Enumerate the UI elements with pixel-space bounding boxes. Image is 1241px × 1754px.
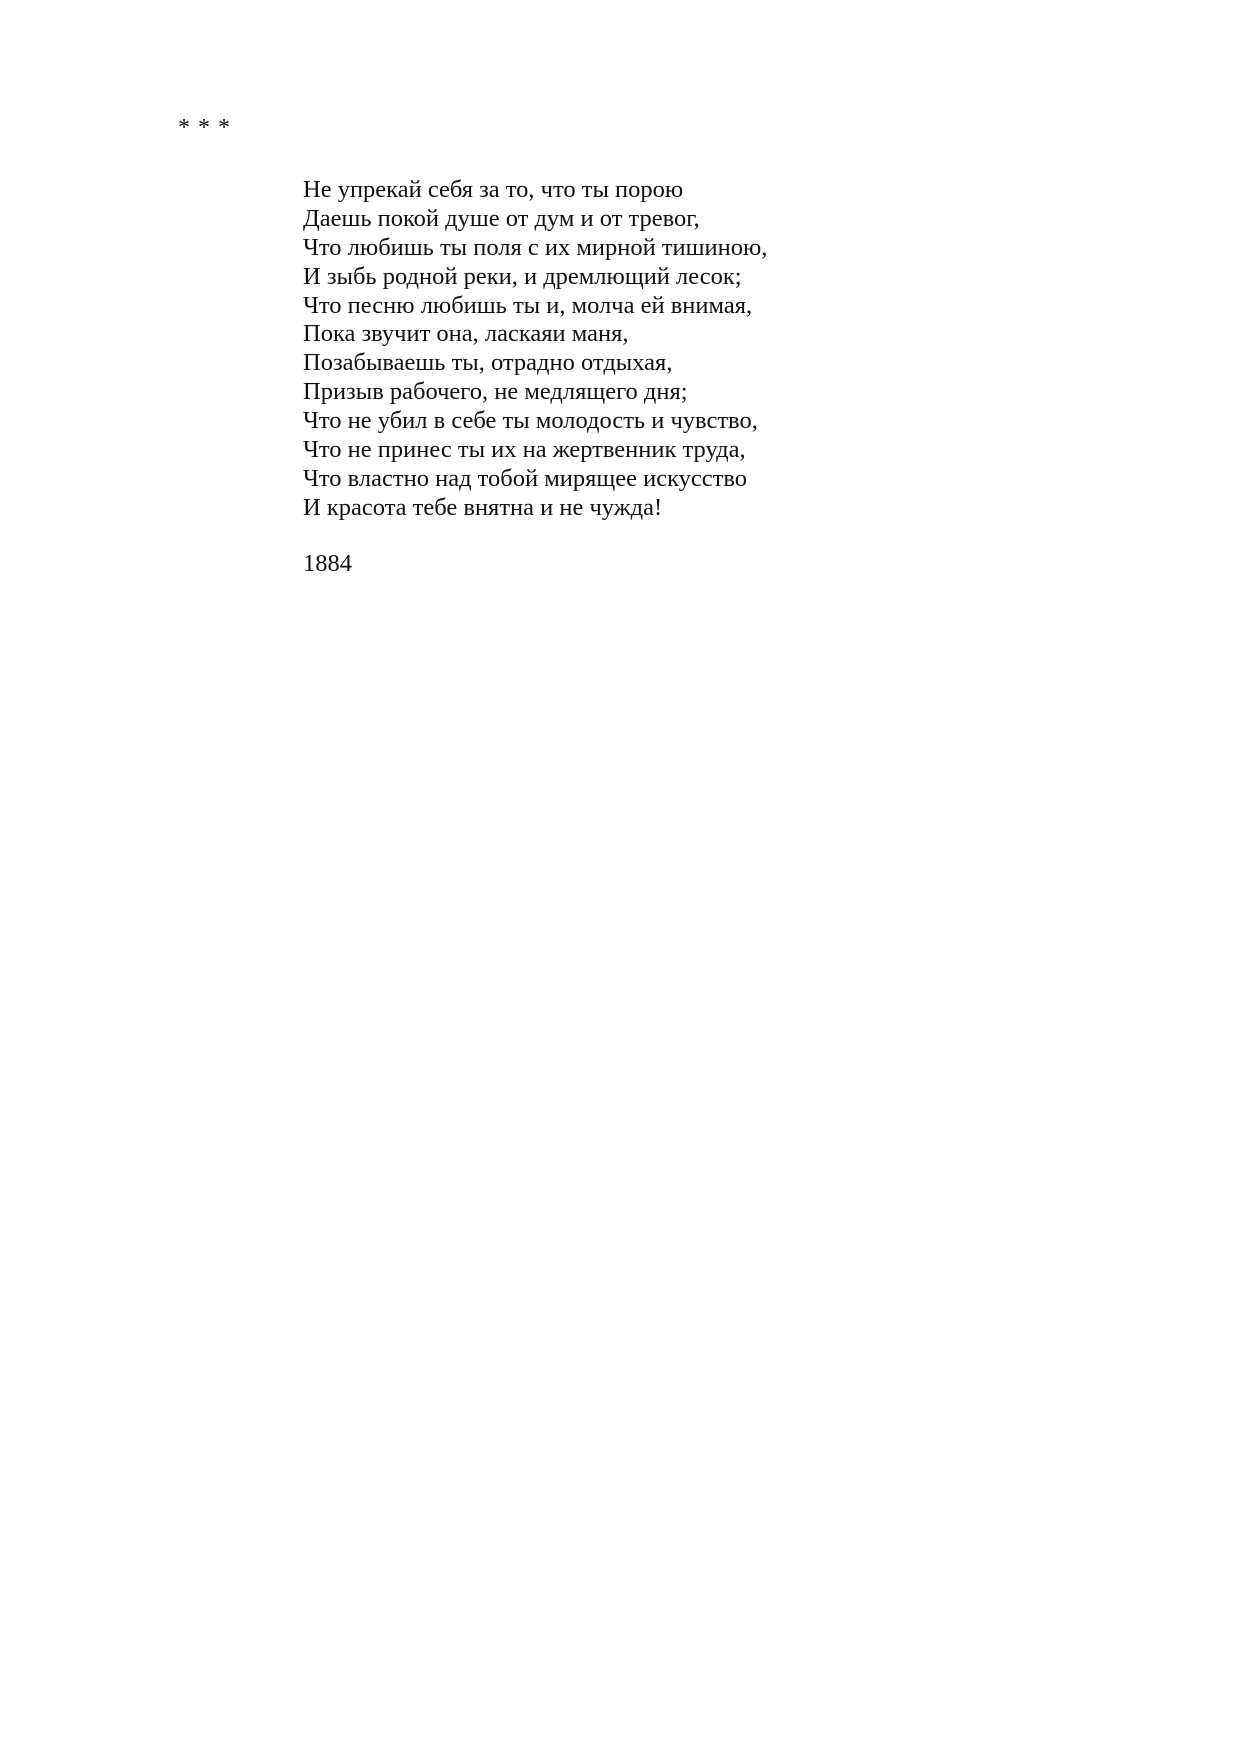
poem-body bbox=[303, 176, 767, 523]
poem-line: Не упрекай себя за то, что ты порою bbox=[303, 176, 684, 203]
poem-line: Что любишь ты поля с их мирной тишиною, bbox=[303, 233, 768, 261]
asterism-heading: * * * bbox=[178, 115, 231, 141]
poem-date: 1884 bbox=[303, 550, 352, 577]
poem-line: Что не убил в себе ты молодость и чувство, bbox=[303, 407, 758, 435]
poem-line: И красота тебе внятна и не чужда! bbox=[303, 493, 663, 521]
poem-line: Призыв рабочего, не медлящего дня; bbox=[303, 378, 688, 406]
poem-line: Позабываешь ты, отрадно отдыхая, bbox=[303, 349, 673, 377]
poem-line: Даешь покой душе от дум и от тревог, bbox=[303, 204, 700, 232]
poem-line: И зыбь родной реки, и дремлющий лесок; bbox=[303, 262, 742, 290]
poem-line: Что песню любишь ты и, молча ей внимая, bbox=[303, 291, 753, 319]
poem-line: Пока звучит она, ласкаяи маня, bbox=[303, 320, 629, 348]
poem-line: Что не принес ты их на жертвенник труда, bbox=[303, 436, 746, 464]
poem-line: Что властно над тобой мирящее искусство bbox=[303, 464, 748, 492]
